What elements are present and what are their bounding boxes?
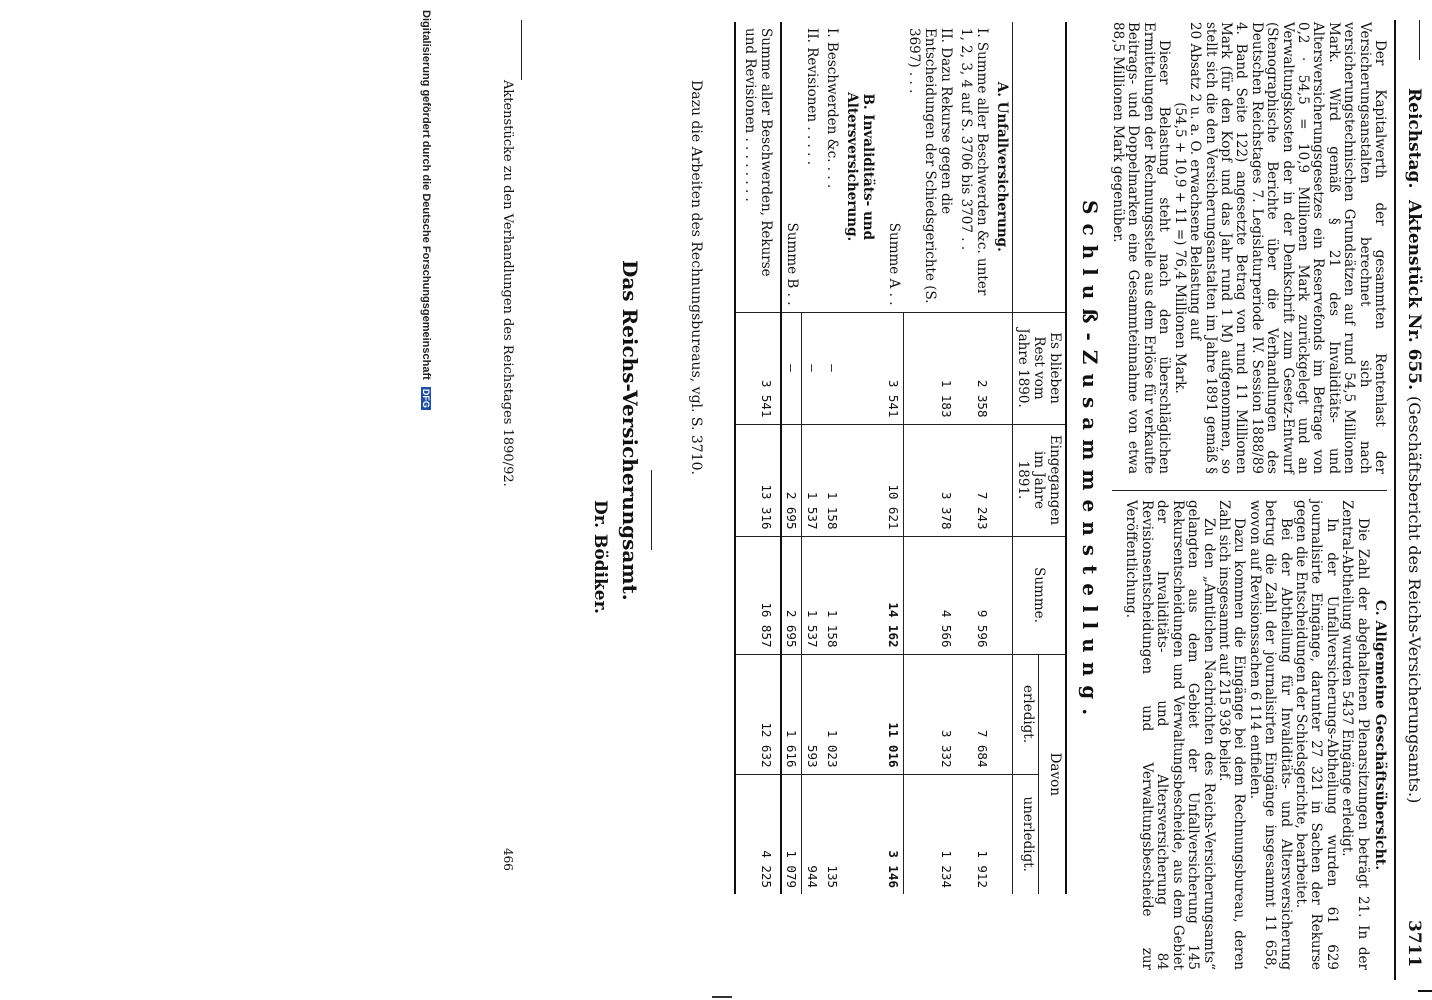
sum-a-c4: 11 016 — [884, 654, 904, 774]
sum-b-c5: 1 079 — [781, 774, 802, 894]
footer-page: 466 — [501, 848, 515, 871]
page-number: 3711 — [1404, 920, 1424, 968]
right-paragraph-2: In der Unfallversicherungs-Abtheilung wurden 61 629 journalisirte Eingänge, darunter 27 321 in Sachen der Rekurse gegen die Entscheidungen der Schiedsgerichte, bearbeitet. — [1292, 500, 1340, 970]
sum-b-c1: — — [781, 312, 802, 424]
row-b2-c3: 1 537 — [802, 536, 822, 654]
separator-rule — [651, 470, 652, 550]
row-b1-c3: 1 158 — [822, 536, 842, 654]
row-a1-label: I. Summe aller Beschwerden &c. unter 1, 2, 3, 4 auf S. 3706 bis 3707 . . — [958, 28, 990, 296]
table-header-davon: Davon — [1039, 654, 1066, 894]
row-a2-c1: 1 183 — [904, 312, 956, 424]
summary-title: Schluß-Zusammenstellung. — [1078, 200, 1102, 725]
crop-mark-top — [1418, 990, 1432, 1000]
row-a2-c2: 3 378 — [904, 424, 956, 536]
row-a1-c5: 1 912 — [956, 774, 992, 894]
total-row — [735, 22, 781, 894]
digitization-note — [420, 10, 432, 410]
row-b1-c4: 1 023 — [822, 654, 842, 774]
table-row — [956, 22, 992, 894]
row-a1-c2: 7 243 — [956, 424, 992, 536]
row-b2-c2: 1 537 — [802, 424, 822, 536]
row-a2-label: II. Dazu Rekurse gegen die Entscheidungen der Schiedsgerichte (S. 3697) . . . — [906, 28, 954, 304]
total-label: Summe aller Beschwerden, Rekurse und Revisionen . . . . . . . . — [735, 22, 781, 312]
signature-name: Dr. Bödiker. — [590, 500, 610, 614]
table-note: Dazu die Arbeiten des Rechnungsbureaus, vgl. S. 3710. — [688, 80, 704, 475]
row-b2-c5: 944 — [802, 774, 822, 894]
header-rule — [1394, 20, 1396, 980]
sum-b-c4: 1 616 — [781, 654, 802, 774]
total-c3: 16 857 — [735, 536, 781, 654]
sum-b-row — [781, 22, 802, 894]
row-b2-label: II. Revisionen . . . . . — [804, 28, 820, 166]
row-b1-c5: 135 — [822, 774, 842, 894]
right-text-column — [1123, 500, 1387, 970]
row-b1-c2: 1 158 — [822, 424, 842, 536]
sum-a-label: Summe A . . — [886, 222, 902, 306]
row-a2-c3: 4 566 — [904, 536, 956, 654]
table-header-open: unerledigt. — [1013, 774, 1039, 894]
table-row — [822, 22, 842, 894]
table-header-sum: Summe. — [1013, 536, 1067, 654]
digitization-text: Digitalisierung gefördert durch die Deutsche Forschungsgemeinschaft — [420, 10, 432, 380]
table-header-done: erledigt. — [1013, 654, 1039, 774]
left-text-column — [1110, 22, 1387, 474]
total-c1: 3 541 — [735, 312, 781, 424]
dfg-logo: DFG — [421, 388, 431, 408]
sum-b-label: Summe B . . — [784, 222, 800, 306]
left-paragraph-1: Der Kapitalwerth der gesammten Rentenlast der Versicherungsanstalten berechnet sich nach versicherungstechnischen Grundsätzen auf rund 54,5 Millionen Mark. Wird gemäß § 21 des Invaliditäts- und Altersversicherungsgesetzes ein Reservefonds im Betrage von 0,2 · 54,5 = 10,9 Millionen Mark zurückgelegt und an Verwaltungskosten der in der Denkschrift zum Gesetz-Entwurf (Stenographische Berichte über die Verhandlungen des Deutschen Reichstages 7. Legislaturperiode IV. Session 1888/89 4. Band Seite 122) angesetzte Betrag von rund 11 Millionen Mark (für den Kopf und das Jahr rund 1 M) aufgenommen, so stellt sich die den Versicherungsanstalten im Jahre 1891 gemäß § 20 Absatz 2 u. a. O. erwachsene Belastung auf — [1187, 22, 1388, 474]
signature-authority: Das Reichs-Versicherungsamt. — [618, 260, 642, 601]
row-b2-c1: — — [802, 312, 822, 424]
right-paragraph-3: Bei der Abtheilung für Invaliditäts- und Altersversicherung betrug die Zahl der journalisirten Eingänge insgesammt 11 658, wovon auf Revisionssachen 6 114 entfielen. — [1246, 500, 1294, 970]
right-paragraph-4: Dazu kommen die Eingänge bei dem Rechnungsbureau, deren Zahl sich insgesammt auf 215 936 belief. — [1215, 500, 1248, 970]
table-header-rest: Es blieben Rest vom Jahre 1890. — [1013, 312, 1067, 424]
table-header-incoming: Eingegangen im Jahre 1891. — [1013, 424, 1067, 536]
header-right: (Geschäftsbericht des Reichs-Versicherungsamts.) — [1405, 396, 1424, 804]
row-b2-c4: 593 — [802, 654, 822, 774]
section-a-heading: A. Unfallversicherung. — [994, 81, 1010, 252]
total-c4: 12 632 — [735, 654, 781, 774]
right-paragraph-1: Die Zahl der abgehaltenen Plenarsitzungen beträgt 21. In der Zentral-Abtheilung wurden 5437 Eingänge erledigt. — [1339, 500, 1371, 970]
left-paragraph-3: Dieser Belastung steht nach den überschläglichen Ermittelungen der Rechnungsstelle aus dem Erlöse für verkaufte Beitrags- und Doppelmarken eine Gesammteinnahme von etwa 88,5 Millionen Mark gegenüber. — [1110, 22, 1173, 474]
summary-table — [734, 22, 1067, 894]
row-b1-label: I. Beschwerden &c. . . . — [824, 28, 840, 189]
row-b1-c1: — — [822, 312, 842, 424]
column-divider — [1112, 490, 1387, 491]
section-c-heading: C. Allgemeine Geschäftsübersicht. — [1372, 599, 1388, 871]
left-paragraph-2: (54,5 + 10,9 + 11 =) 76,4 Millionen Mark. — [1171, 102, 1188, 394]
total-c5: 4 225 — [735, 774, 781, 894]
section-b-heading: B. Invaliditäts- und Altersversicherung. — [844, 92, 876, 242]
row-a1-c3: 9 596 — [956, 536, 992, 654]
row-a1-c1: 2 358 — [956, 312, 992, 424]
sum-a-c5: 3 146 — [884, 774, 904, 894]
footer-rule — [521, 20, 522, 80]
header-rule-left — [1419, 20, 1420, 60]
row-a1-c4: 7 684 — [956, 654, 992, 774]
header-left: Reichstag. — [1404, 88, 1424, 189]
sum-b-c3: 2 695 — [781, 536, 802, 654]
total-c2: 13 316 — [735, 424, 781, 536]
sum-a-row — [884, 22, 904, 894]
crop-mark-side — [712, 996, 732, 998]
header-center: Aktenstück Nr. 655. — [1404, 200, 1424, 391]
table-row — [904, 22, 956, 894]
table-header-label — [1013, 22, 1067, 312]
sum-a-c1: 3 541 — [884, 312, 904, 424]
row-a2-c4: 3 332 — [904, 654, 956, 774]
sum-a-c2: 10 621 — [884, 424, 904, 536]
table-row — [802, 22, 822, 894]
right-paragraph-5: Zu den „Amtlichen Nachrichten des Reichs-Versicherungsamts“ gelangten aus dem Gebiet der Unfallversicherung 145 Rekursentscheidungen und Verwaltungsbescheide, aus dem Gebiet der Invaliditäts- und Altersversicherung 84 Revisionsentscheidungen und Verwaltungsbescheide zur Veröffentlichung. — [1123, 500, 1217, 970]
row-a2-c5: 1 234 — [904, 774, 956, 894]
sum-b-c2: 2 695 — [781, 424, 802, 536]
footer-left: Aktenstücke zu den Verhandlungen des Reichstages 1890/92. — [500, 80, 515, 487]
sum-a-c3: 14 162 — [884, 536, 904, 654]
